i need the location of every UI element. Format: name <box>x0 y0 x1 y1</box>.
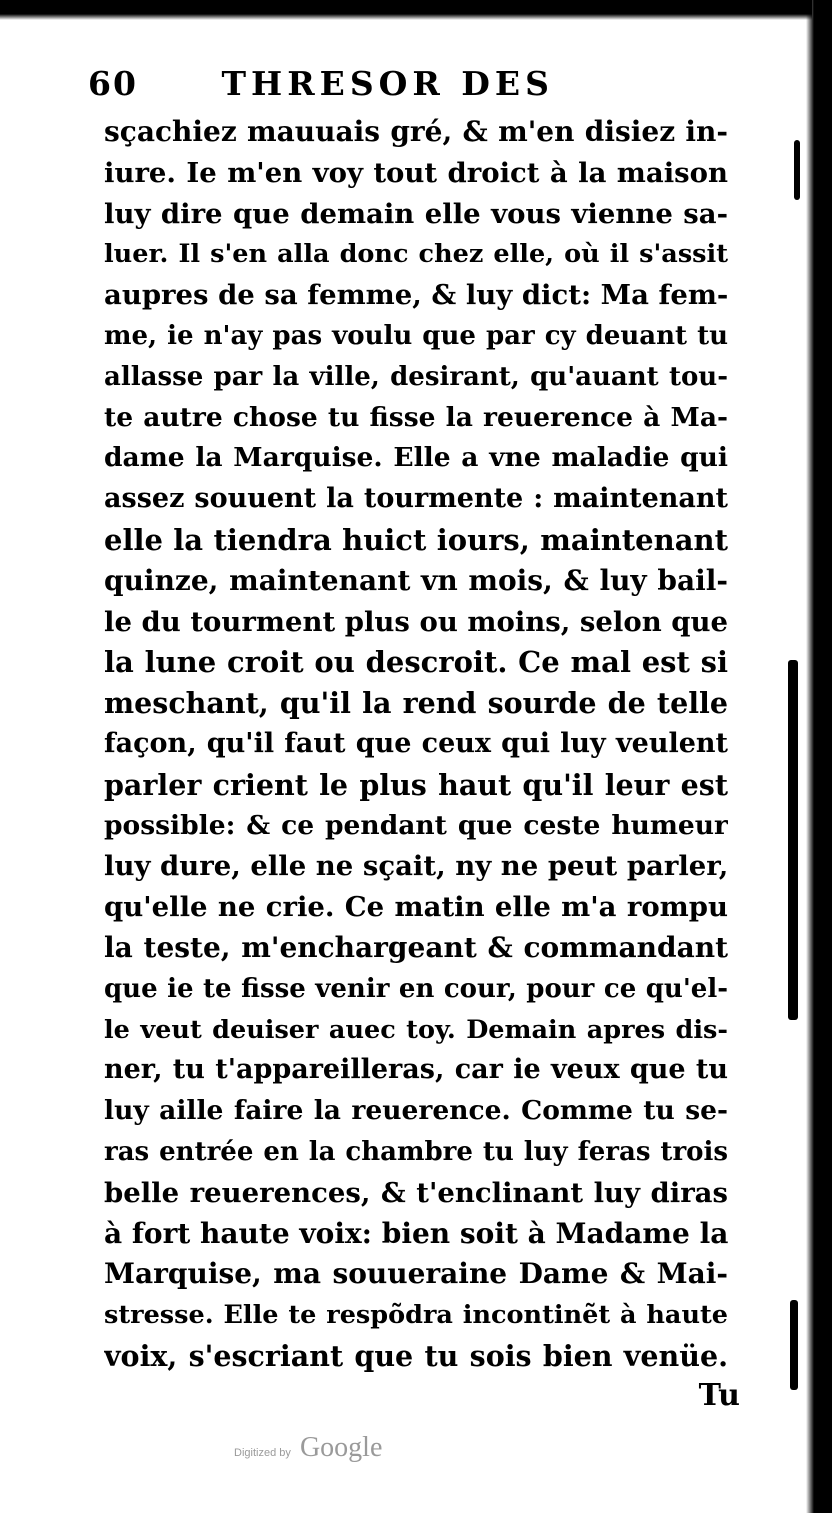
text-line: ras entrée en la chambre tu luy feras trois <box>104 1136 728 1167</box>
digitization-watermark <box>234 1432 494 1472</box>
text-line: parler crient le plus haut qu'il leur est <box>104 767 728 802</box>
text-line: façon, qu'il faut que ceux qui luy veulent <box>104 727 728 759</box>
text-line: te autre chose tu fisse la reuerence à Ma- <box>104 401 728 433</box>
text-line: la lune croit ou descroit. Ce mal est si <box>104 645 728 680</box>
text-line: que ie te fisse venir en cour, pour ce qu'el- <box>104 973 728 1004</box>
google-logo: Google <box>299 1432 383 1463</box>
page-body <box>104 112 728 1377</box>
text-line: le veut deuiser auec toy. Demain apres dis- <box>104 1014 728 1045</box>
text-line: elle la tiendra huict iours, maintenant <box>104 522 728 557</box>
text-line: luy aille faire la reuerence. Comme tu se- <box>104 1095 728 1127</box>
scan-top-edge <box>0 0 812 14</box>
text-line: ner, tu t'appareilleras, car ie veux que tu <box>104 1054 728 1086</box>
text-line: iure. Ie m'en voy tout droict à la maison <box>104 156 728 189</box>
scan-smudge <box>794 140 800 200</box>
text-line: luy dire que demain elle vous vienne sa- <box>104 197 728 230</box>
text-line: aupres de sa femme, & luy dict: Ma fem- <box>104 279 728 312</box>
text-line: la teste, m'enchargeant & commandant <box>104 930 728 964</box>
catchword: Tu <box>698 1378 740 1413</box>
scan-right-shadow <box>806 0 814 1513</box>
text-line: Marquise, ma souueraine Dame & Mai- <box>104 1257 728 1291</box>
watermark-prefix: Digitized by <box>234 1447 291 1459</box>
text-line: qu'elle ne crie. Ce matin elle m'a rompu <box>104 891 728 924</box>
text-line: stresse. Elle te respõdra incontinẽt à haute <box>104 1300 728 1331</box>
text-line: dame la Marquise. Elle a vne maladie qui <box>104 442 728 474</box>
text-line: luer. Il s'en alla donc chez elle, où il s'assit <box>104 239 728 270</box>
text-line: assez souuent la tourmente : maintenant <box>104 483 728 515</box>
scan-right-edge <box>814 0 832 1513</box>
text-line: belle reuerences, & t'enclinant luy diras <box>104 1176 728 1209</box>
running-head: THRESOR DES <box>221 64 554 103</box>
text-line: luy dure, elle ne sçait, ny ne peut parler, <box>104 850 728 883</box>
text-line: me, ie n'ay pas voulu que par cy deuant tu <box>104 320 728 351</box>
text-line: voix, s'escriant que tu sois bien venüe. <box>104 1338 728 1373</box>
text-line: quinze, maintenant vn mois, & luy bail- <box>104 563 728 597</box>
text-line: allasse par la ville, desirant, qu'auant tou- <box>104 361 728 392</box>
page-number: 60 <box>88 64 138 103</box>
scan-smudge <box>790 1300 798 1390</box>
page-header <box>88 64 728 114</box>
text-line: sçachiez mauuais gré, & m'en disiez in- <box>104 115 728 148</box>
scan-smudge <box>788 660 798 1020</box>
text-line: possible: & ce pendant que ceste humeur <box>104 809 728 841</box>
text-line: meschant, qu'il la rend sourde de telle <box>104 686 728 721</box>
text-line: le du tourment plus ou moins, selon que <box>104 605 728 638</box>
scan-top-shadow <box>0 14 812 20</box>
text-line: à fort haute voix: bien soit à Madame la <box>104 1216 728 1250</box>
